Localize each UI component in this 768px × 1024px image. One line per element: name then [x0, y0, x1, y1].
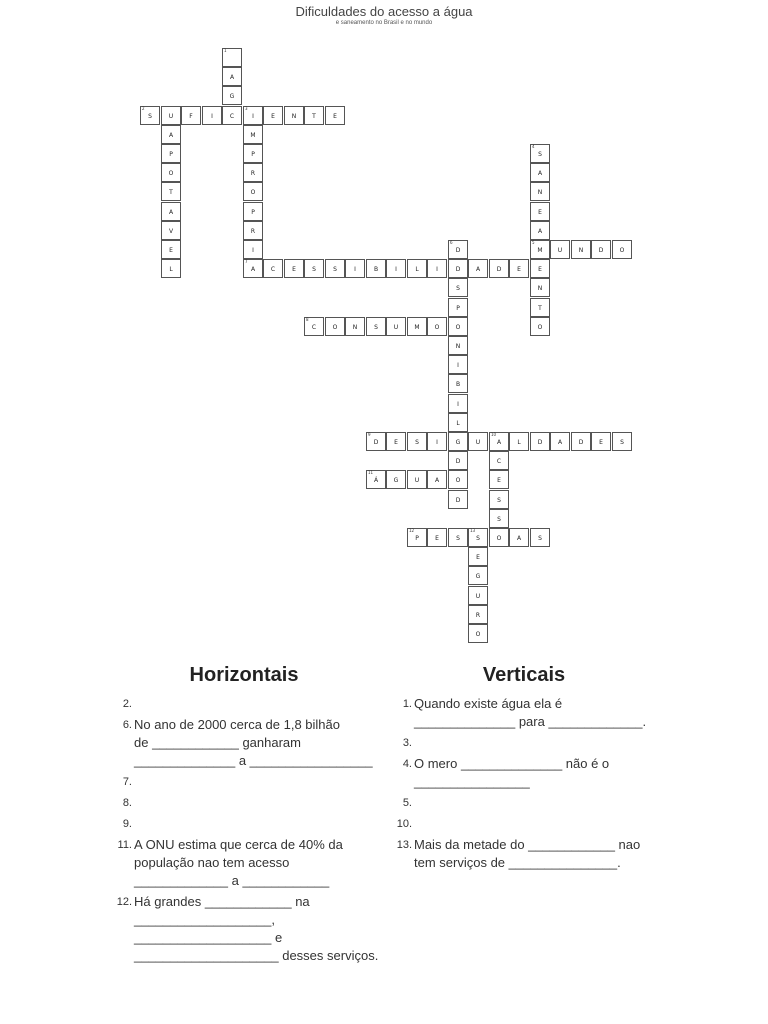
crossword-cell[interactable]	[571, 432, 591, 451]
crossword-cell[interactable]	[161, 221, 181, 240]
clue-number: 2.	[122, 698, 132, 710]
clue-number: 4.	[402, 758, 412, 770]
cell-letter: S	[312, 266, 316, 273]
cell-letter: N	[578, 247, 584, 254]
crossword-cell[interactable]	[530, 317, 550, 336]
clue-number: 6.	[122, 719, 132, 731]
crossword-cell[interactable]	[407, 259, 427, 278]
cell-letter: A	[475, 266, 481, 273]
crossword-cell[interactable]	[263, 259, 283, 278]
cell-letter: C	[270, 266, 276, 273]
cell-letter: O	[537, 324, 543, 331]
cell-letter: P	[251, 209, 255, 216]
cell-letter: O	[250, 189, 256, 196]
cell-letter: E	[435, 535, 439, 542]
crossword-cell[interactable]	[530, 182, 550, 201]
crossword-cell[interactable]	[325, 317, 345, 336]
cell-letter: I	[436, 439, 438, 446]
cell-letter: N	[537, 189, 543, 196]
crossword-cell[interactable]	[468, 528, 488, 547]
crossword-cell[interactable]	[468, 605, 488, 624]
cell-letter: E	[271, 113, 275, 120]
crossword-cell[interactable]	[284, 106, 304, 125]
cell-number: 13	[470, 528, 476, 533]
crossword-cell[interactable]	[530, 432, 550, 451]
crossword-cell[interactable]	[489, 470, 509, 489]
cell-letter: E	[517, 266, 521, 273]
cell-letter: U	[475, 593, 481, 600]
crossword-cell[interactable]	[161, 182, 181, 201]
cell-letter: L	[517, 439, 521, 446]
cell-letter: S	[148, 113, 152, 120]
cell-letter: M	[414, 324, 420, 331]
crossword-cell[interactable]	[489, 490, 509, 509]
crossword-cell[interactable]	[161, 240, 181, 259]
crossword-cell[interactable]	[243, 221, 263, 240]
cell-letter: A	[168, 209, 174, 216]
cell-letter: F	[189, 113, 193, 120]
cell-letter: D	[598, 247, 604, 254]
crossword-cell[interactable]	[448, 298, 468, 317]
cell-letter: E	[169, 247, 173, 254]
clue-text: de ____________ ganharam	[134, 735, 301, 750]
crossword-cell[interactable]	[427, 259, 447, 278]
crossword-cell[interactable]	[530, 163, 550, 182]
cell-letter: M	[250, 132, 256, 139]
cell-letter: T	[169, 189, 173, 196]
cell-letter: R	[250, 170, 256, 177]
crossword-cell[interactable]	[161, 106, 181, 125]
crossword-cell[interactable]	[407, 432, 427, 451]
crossword-cell[interactable]	[366, 317, 386, 336]
crossword-cell[interactable]	[468, 547, 488, 566]
cell-letter: A	[537, 170, 543, 177]
crossword-cell[interactable]	[181, 106, 201, 125]
clue-number: 8.	[122, 797, 132, 809]
cell-letter: D	[455, 266, 461, 273]
clue-text: ________________	[414, 774, 530, 789]
crossword-cell[interactable]	[427, 470, 447, 489]
crossword-cell[interactable]	[530, 240, 550, 259]
clue-text: Há grandes ____________ na	[134, 894, 310, 909]
cell-letter: O	[168, 170, 174, 177]
cell-letter: O	[619, 247, 625, 254]
crossword-cell[interactable]	[386, 317, 406, 336]
cell-letter: E	[538, 209, 542, 216]
clue-text: ______________ a _________________	[134, 753, 373, 768]
crossword-cell[interactable]	[161, 125, 181, 144]
cell-number: 6	[450, 240, 453, 245]
cell-letter: O	[496, 535, 502, 542]
cell-letter: O	[332, 324, 338, 331]
crossword-cell[interactable]	[243, 240, 263, 259]
clue-text: ___________________,	[134, 912, 275, 927]
cell-letter: O	[475, 631, 481, 638]
crossword-cell[interactable]	[407, 317, 427, 336]
crossword-cell[interactable]	[448, 240, 468, 259]
cell-letter: O	[434, 324, 440, 331]
crossword-cell[interactable]	[325, 106, 345, 125]
cell-letter: D	[537, 439, 543, 446]
cell-letter: A	[168, 132, 174, 139]
cell-letter: D	[373, 439, 379, 446]
cell-letter: G	[455, 439, 461, 446]
cell-letter: D	[578, 439, 584, 446]
clue-text: No ano de 2000 cerca de 1,8 bilhão	[134, 717, 340, 732]
cell-letter: I	[395, 266, 397, 273]
clue-text: O mero ______________ não é o	[414, 756, 610, 771]
cell-letter: U	[557, 247, 563, 254]
cell-letter: I	[457, 362, 459, 369]
cell-letter: I	[457, 401, 459, 408]
crossword-cell[interactable]	[468, 432, 488, 451]
crossword-cell[interactable]	[366, 259, 386, 278]
crossword-cell[interactable]	[612, 432, 632, 451]
crossword-cell[interactable]	[448, 394, 468, 413]
cell-letter: B	[455, 381, 461, 388]
cell-letter: T	[538, 305, 542, 312]
cell-letter: A	[250, 266, 256, 273]
clue-text: Quando existe água ela é	[414, 696, 563, 711]
cell-letter: P	[251, 151, 255, 158]
cell-letter: T	[312, 113, 316, 120]
cell-letter: U	[393, 324, 399, 331]
crossword-cell[interactable]	[530, 298, 550, 317]
cell-letter: L	[456, 420, 460, 427]
crossword-cell[interactable]	[386, 259, 406, 278]
cell-letter: P	[415, 535, 419, 542]
cell-letter: I	[354, 266, 356, 273]
crossword-cell[interactable]	[530, 278, 550, 297]
crossword-cell[interactable]	[345, 317, 365, 336]
crossword-cell[interactable]	[448, 259, 468, 278]
crossword-cell[interactable]	[325, 259, 345, 278]
crossword-cell[interactable]	[530, 259, 550, 278]
cell-letter: E	[599, 439, 603, 446]
crossword-cell[interactable]	[448, 528, 468, 547]
cell-letter: I	[252, 247, 254, 254]
cell-letter: O	[455, 477, 461, 484]
clue-text: Mais da metade do ____________ nao	[414, 837, 641, 852]
crossword-cell[interactable]	[263, 106, 283, 125]
cell-number: 2	[142, 106, 145, 111]
crossword-cell[interactable]	[243, 259, 263, 278]
cell-letter: N	[352, 324, 358, 331]
cell-number: 1	[224, 48, 227, 53]
crossword-cell[interactable]	[509, 259, 529, 278]
crossword-cell[interactable]	[448, 432, 468, 451]
verticais-heading: Verticais	[482, 664, 566, 686]
cell-letter: L	[169, 266, 173, 273]
crossword-cell[interactable]	[222, 106, 242, 125]
cell-letter: A	[496, 439, 502, 446]
cell-letter: S	[538, 535, 542, 542]
cell-letter: R	[250, 228, 256, 235]
crossword-cell[interactable]	[407, 528, 427, 547]
crossword-cell[interactable]	[509, 432, 529, 451]
cell-number: 12	[409, 528, 415, 533]
crossword-cell[interactable]	[366, 470, 386, 489]
cell-letter: S	[538, 151, 542, 158]
crossword-cell[interactable]	[366, 432, 386, 451]
clue-number: 3.	[402, 737, 412, 749]
crossword-cell[interactable]	[468, 566, 488, 585]
page-subtitle: e saneamento no Brasil e no mundo	[335, 20, 433, 26]
cell-letter: I	[211, 113, 213, 120]
cell-letter: R	[475, 612, 481, 619]
cell-letter: C	[311, 324, 317, 331]
cell-letter: A	[537, 228, 543, 235]
crossword-cell[interactable]	[161, 202, 181, 221]
crossword-cell[interactable]	[468, 624, 488, 643]
cell-letter: U	[475, 439, 481, 446]
cell-letter: G	[229, 93, 235, 100]
cell-letter: A	[557, 439, 563, 446]
crossword-cell[interactable]	[161, 163, 181, 182]
cell-letter: E	[497, 477, 501, 484]
cell-letter: S	[476, 535, 480, 542]
crossword-cell[interactable]	[448, 355, 468, 374]
clue-number: 5.	[402, 797, 412, 809]
clue-text: _____________ a ____________	[134, 873, 330, 888]
clue-number: 9.	[122, 818, 132, 830]
crossword-cell[interactable]	[571, 240, 591, 259]
crossword-cell[interactable]	[448, 278, 468, 297]
cell-number: 10	[491, 432, 497, 437]
cell-letter: U	[414, 477, 420, 484]
cell-letter: L	[415, 266, 419, 273]
cell-letter: B	[373, 266, 379, 273]
clue-text: ___________________ e	[134, 930, 283, 945]
cell-letter: A	[229, 74, 235, 81]
cell-letter: G	[393, 477, 399, 484]
cell-letter: S	[333, 266, 337, 273]
cell-letter: I	[252, 113, 254, 120]
clue-number: 12.	[116, 896, 132, 908]
cell-letter: N	[455, 343, 461, 350]
crossword-cell[interactable]	[427, 432, 447, 451]
cell-letter: D	[455, 247, 461, 254]
clue-text: A ONU estima que cerca de 40% da	[134, 837, 343, 852]
clue-text: população nao tem acesso	[134, 855, 290, 870]
cell-letter: M	[537, 247, 543, 254]
cell-letter: D	[455, 497, 461, 504]
clue-text: ____________________ desses serviços.	[134, 948, 379, 963]
cell-letter: S	[456, 285, 460, 292]
cell-letter: S	[374, 324, 378, 331]
crossword-cell[interactable]	[284, 259, 304, 278]
clue-number: 13.	[396, 839, 412, 851]
cell-letter: O	[455, 324, 461, 331]
crossword-cell[interactable]	[243, 106, 263, 125]
cell-number: 11	[368, 470, 374, 475]
cell-number: 3	[245, 106, 248, 111]
cell-letter: S	[497, 497, 501, 504]
cell-letter: U	[168, 113, 174, 120]
crossword-cell[interactable]	[468, 259, 488, 278]
crossword-cell[interactable]	[407, 470, 427, 489]
clue-number: 11.	[117, 839, 132, 851]
cell-letter: S	[415, 439, 419, 446]
crossword-cell[interactable]	[304, 106, 324, 125]
crossword-cell[interactable]	[468, 586, 488, 605]
cell-letter: P	[456, 305, 460, 312]
crossword-cell[interactable]	[161, 259, 181, 278]
cell-letter: P	[169, 151, 173, 158]
cell-letter: S	[456, 535, 460, 542]
crossword-cell[interactable]	[509, 528, 529, 547]
clue-text: tem serviços de _______________.	[414, 855, 621, 870]
crossword-cell[interactable]	[550, 240, 570, 259]
crossword-cell[interactable]	[530, 202, 550, 221]
cell-letter: E	[292, 266, 296, 273]
crossword-cell[interactable]	[591, 432, 611, 451]
crossword-cell[interactable]	[427, 317, 447, 336]
crossword-cell[interactable]	[448, 470, 468, 489]
cell-letter: E	[476, 554, 480, 561]
crossword-cell[interactable]	[530, 221, 550, 240]
crossword-cell[interactable]	[386, 432, 406, 451]
cell-letter: Á	[373, 477, 379, 484]
crossword-cell[interactable]	[591, 240, 611, 259]
page-title: Dificuldades do acesso a água	[295, 4, 473, 19]
horizontais-heading: Horizontais	[189, 664, 299, 686]
cell-letter: A	[434, 477, 440, 484]
crossword-cell[interactable]	[161, 144, 181, 163]
crossword-cell[interactable]	[222, 48, 242, 67]
cell-letter: S	[497, 516, 501, 523]
crossword-cell[interactable]	[489, 259, 509, 278]
crossword-cell[interactable]	[489, 451, 509, 470]
crossword-cell[interactable]	[243, 144, 263, 163]
cell-letter: V	[168, 228, 174, 235]
cell-letter: E	[394, 439, 398, 446]
clue-number: 10.	[396, 818, 412, 830]
cell-letter: E	[333, 113, 337, 120]
crossword-cell[interactable]	[448, 317, 468, 336]
crossword-cell[interactable]	[530, 528, 550, 547]
clue-text: ______________ para _____________.	[414, 714, 647, 729]
crossword-cell[interactable]	[386, 470, 406, 489]
crossword-cell[interactable]	[448, 374, 468, 393]
cell-number: 8	[306, 317, 309, 322]
crossword-cell[interactable]	[243, 182, 263, 201]
crossword-cell[interactable]	[489, 432, 509, 451]
crossword-cell[interactable]	[448, 413, 468, 432]
crossword-cell[interactable]	[243, 202, 263, 221]
crossword-cell[interactable]	[550, 432, 570, 451]
crossword-cell[interactable]	[304, 259, 324, 278]
cell-number: 9	[368, 432, 371, 437]
crossword-cell[interactable]	[304, 317, 324, 336]
cell-letter: C	[496, 458, 502, 465]
crossword-cell[interactable]	[202, 106, 222, 125]
cell-letter: D	[496, 266, 502, 273]
cell-number: 4	[532, 144, 535, 149]
crossword-cell[interactable]	[612, 240, 632, 259]
cell-number: 7	[245, 259, 248, 264]
crossword-cell[interactable]	[222, 86, 242, 105]
crossword-cell[interactable]	[530, 144, 550, 163]
crossword-cell[interactable]	[243, 125, 263, 144]
cell-number: 5	[532, 240, 535, 245]
cell-letter: C	[229, 113, 235, 120]
cell-letter: N	[291, 113, 297, 120]
cell-letter: I	[436, 266, 438, 273]
crossword-cell[interactable]	[489, 509, 509, 528]
cell-letter: A	[516, 535, 522, 542]
cell-letter: E	[538, 266, 542, 273]
clue-number: 7.	[122, 776, 132, 788]
cell-letter: S	[620, 439, 624, 446]
cell-letter: D	[455, 458, 461, 465]
clue-number: 1.	[402, 698, 412, 710]
crossword-cell[interactable]	[222, 67, 242, 86]
crossword-cell[interactable]	[140, 106, 160, 125]
crossword-cell[interactable]	[448, 451, 468, 470]
crossword-cell[interactable]	[448, 336, 468, 355]
crossword-cell[interactable]	[427, 528, 447, 547]
crossword-cell[interactable]	[448, 490, 468, 509]
crossword-cell[interactable]	[345, 259, 365, 278]
cell-letter: G	[475, 573, 481, 580]
cell-letter: N	[537, 285, 543, 292]
crossword-cell[interactable]	[489, 528, 509, 547]
crossword-cell[interactable]	[243, 163, 263, 182]
